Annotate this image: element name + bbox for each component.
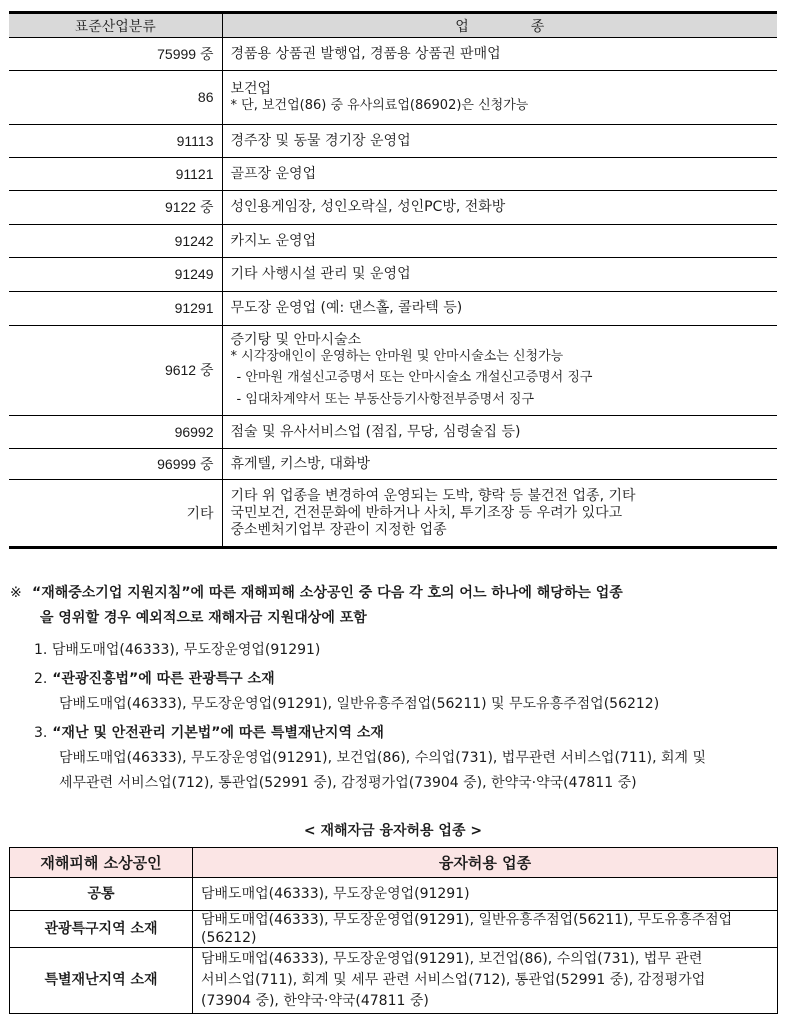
loan-allowed-table bbox=[9, 847, 778, 1014]
industry-code: 91242 bbox=[9, 225, 222, 258]
industry-subnote: - 안마원 개설신고증명서 또는 안마시술소 개설신고증명서 징구 bbox=[236, 369, 593, 385]
industry-code: 91121 bbox=[9, 158, 222, 191]
header-allowed: 융자허용 업종 bbox=[193, 848, 778, 878]
table-row bbox=[9, 449, 777, 480]
table-header-row bbox=[9, 13, 777, 38]
header-victim: 재해피해 소상공인 bbox=[10, 848, 193, 878]
exception-title: “재난 및 안전관리 기본법”에 따른 특별재난지역 소재 bbox=[52, 725, 384, 741]
industry-desc: 카지노 운영업 bbox=[222, 225, 777, 258]
table-row bbox=[9, 71, 777, 125]
exception-item: 1. 담배도매업(46333), 무도장운영업(91291) bbox=[34, 642, 321, 658]
exception-note bbox=[10, 581, 780, 631]
allowed-industries: 담배도매업(46333), 무도장운영업(91291) bbox=[193, 878, 778, 911]
industry-desc: 기타 위 업종을 변경하여 운영되는 도박, 향락 등 불건전 업종, 기타 국민보건, 건전문화에 반하거나 사치, 투기조장 등 우려가 있다고 중소벤처기업부 장관이 지정한 업종 bbox=[222, 480, 777, 548]
victim-category: 공통 bbox=[10, 878, 193, 911]
table-row bbox=[9, 258, 777, 292]
industry-code: 91291 bbox=[9, 292, 222, 326]
industry-note: * 시각장애인이 운영하는 안마원 및 안마시술소는 신청가능 bbox=[230, 348, 564, 364]
industry-subnote: - 임대차계약서 또는 부동산등기사항전부증명서 징구 bbox=[236, 391, 534, 407]
header-classification: 표준산업분류 bbox=[9, 13, 222, 38]
industry-code: 91249 bbox=[9, 258, 222, 292]
industry-code: 91113 bbox=[9, 125, 222, 158]
table-row bbox=[9, 416, 777, 449]
industry-code: 9612 중 bbox=[9, 326, 222, 416]
table-row bbox=[9, 225, 777, 258]
industry-desc: 점술 및 유사서비스업 (점집, 무당, 심령술집 등) bbox=[222, 416, 777, 449]
table-row bbox=[9, 292, 777, 326]
table-row bbox=[9, 38, 777, 71]
exception-list bbox=[34, 638, 779, 800]
allowed-industries: 담배도매업(46333), 무도장운영업(91291), 일반유흥주점업(56211), 무도유흥주점업 (56212) bbox=[193, 911, 778, 948]
exception-title: “관광진흥법”에 따른 관광특구 소재 bbox=[52, 671, 275, 687]
table-row bbox=[9, 158, 777, 191]
table-row bbox=[9, 125, 777, 158]
industry-desc: 성인용게임장, 성인오락실, 성인PC방, 전화방 bbox=[222, 191, 777, 225]
table-row bbox=[10, 948, 778, 1014]
industry-code: 96992 bbox=[9, 416, 222, 449]
exception-body: 담배도매업(46333), 무도장운영업(91291), 보건업(86), 수의업(731), 법무관련 서비스업(711), 회계 및 bbox=[59, 750, 707, 766]
industry-desc: 보건업 * 단, 보건업(86) 중 유사의료업(86902)은 신청가능 bbox=[222, 71, 777, 125]
header-business-type: 업종 bbox=[222, 13, 777, 38]
industry-desc: 경주장 및 동물 경기장 운영업 bbox=[222, 125, 777, 158]
industry-desc: 무도장 운영업 (예: 댄스홀, 콜라텍 등) bbox=[222, 292, 777, 326]
industry-desc: 골프장 운영업 bbox=[222, 158, 777, 191]
note-line: 을 영위할 경우 예외적으로 재해자금 지원대상에 포함 bbox=[40, 610, 367, 626]
note-line: “재해중소기업 지원지침”에 따른 재해피해 소상공인 중 다음 각 호의 어느 하나에 해당하는 업종 bbox=[32, 585, 623, 601]
victim-category: 관광특구지역 소재 bbox=[10, 911, 193, 948]
industry-desc: 경품용 상품권 발행업, 경품용 상품권 판매업 bbox=[222, 38, 777, 71]
restricted-industry-table bbox=[9, 11, 777, 549]
industry-code: 96999 중 bbox=[9, 449, 222, 480]
exception-item: 2. “관광진흥법”에 따른 관광특구 소재 담배도매업(46333), 무도장운영업(91291), 일반유흥주점업(56211) 및 무도유흥주점업(56212) bbox=[34, 667, 779, 717]
victim-category: 특별재난지역 소재 bbox=[10, 948, 193, 1014]
table-row bbox=[10, 878, 778, 911]
exception-body: 담배도매업(46333), 무도장운영업(91291), 일반유흥주점업(56211) 및 무도유흥주점업(56212) bbox=[59, 696, 660, 712]
industry-note: * 단, 보건업(86) 중 유사의료업(86902)은 신청가능 bbox=[230, 98, 529, 113]
loan-table-caption: < 재해자금 융자허용 업종 > bbox=[303, 823, 483, 839]
industry-desc: 기타 사행시설 관리 및 운영업 bbox=[222, 258, 777, 292]
industry-code: 75999 중 bbox=[9, 38, 222, 71]
reference-mark-icon: ※ bbox=[10, 585, 22, 601]
allowed-industries: 담배도매업(46333), 무도장운영업(91291), 보건업(86), 수의업(731), 법무 관련 서비스업(711), 회계 및 세무 관련 서비스업(712), 통관업(52991 중), 감정평가업 (73904 중), 한약국·약국(47811 중) bbox=[193, 948, 778, 1014]
exception-item: 3. “재난 및 안전관리 기본법”에 따른 특별재난지역 소재 담배도매업(46333), 무도장운영업(91291), 보건업(86), 수의업(731), 법무관련 서비스업(711), 회계 및 세무관련 서비스업(712), 통관업(52991 중), 감정평가업(73904 중), 한약국·약국(47811 중) bbox=[34, 721, 779, 796]
industry-desc: 증기탕 및 안마시술소 * 시각장애인이 운영하는 안마원 및 안마시술소는 신청가능 - 안마원 개설신고증명서 또는 안마시술소 개설신고증명서 징구 - 임대차계약서 또는 부동산등기사항전부증명서 징구 bbox=[222, 326, 777, 416]
table-header-row bbox=[10, 848, 778, 878]
table-row bbox=[10, 911, 778, 948]
table-row bbox=[9, 480, 777, 548]
industry-desc: 휴게텔, 키스방, 대화방 bbox=[222, 449, 777, 480]
industry-code: 86 bbox=[9, 71, 222, 125]
industry-code: 9122 중 bbox=[9, 191, 222, 225]
table-row bbox=[9, 326, 777, 416]
industry-code: 기타 bbox=[9, 480, 222, 548]
exception-body: 세무관련 서비스업(712), 통관업(52991 중), 감정평가업(73904 중), 한약국·약국(47811 중) bbox=[59, 775, 637, 791]
table-row bbox=[9, 191, 777, 225]
